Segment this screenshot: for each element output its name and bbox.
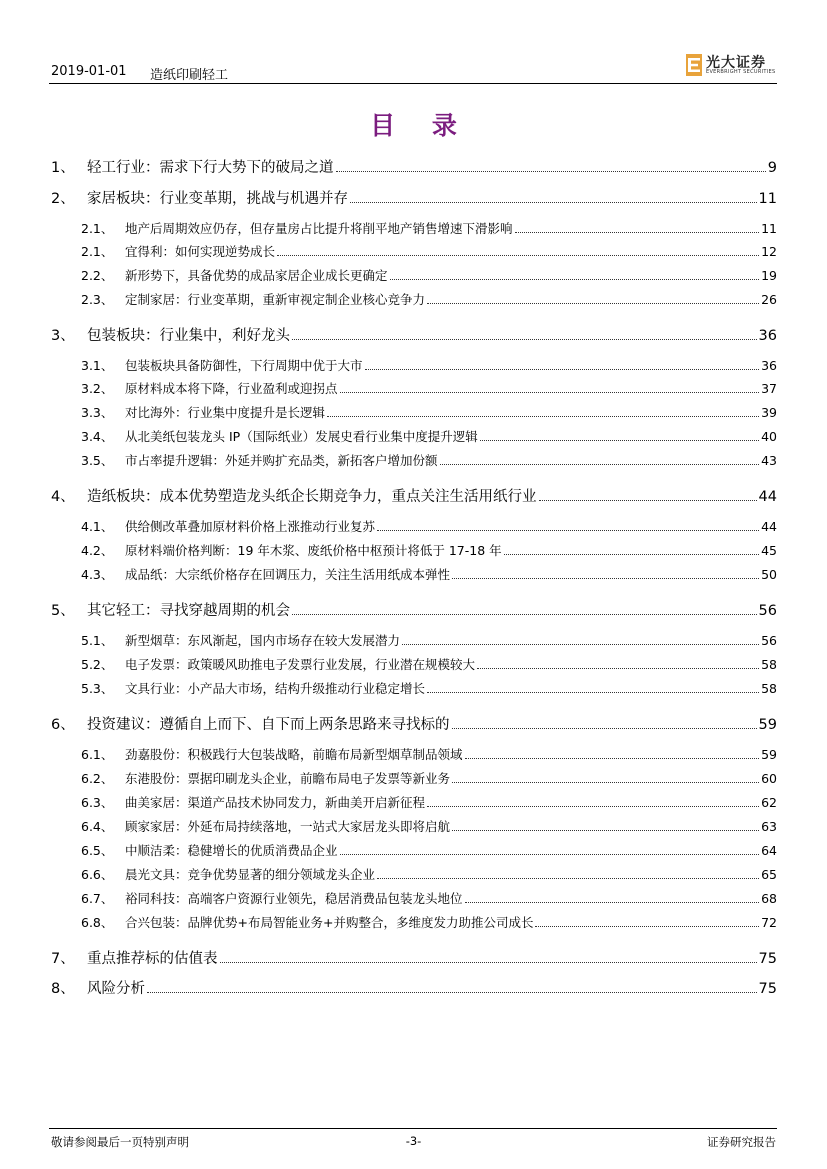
toc-entry-title: 中顺洁柔：稳健增长的优质消费品企业 (125, 843, 338, 858)
toc-dot-leader (277, 255, 759, 256)
toc-subsection-entry[interactable] (51, 539, 777, 559)
toc-entry-title: 风险分析 (87, 981, 145, 997)
header-industry: 造纸印刷轻工 (150, 68, 229, 83)
toc-dot-leader (427, 303, 759, 304)
toc-entry-page: 58 (761, 681, 777, 696)
toc-entry-page: 72 (761, 915, 777, 930)
toc-entry-page: 58 (761, 657, 777, 672)
toc-entry-page: 65 (761, 867, 777, 882)
toc-entry-title: 曲美家居：渠道产品技术协同发力，新曲美开启新征程 (125, 795, 426, 810)
toc-subsection-entry[interactable] (51, 887, 777, 907)
header-date: 2019-01-01 (51, 64, 127, 79)
toc-entry-number: 7、 (51, 951, 75, 967)
toc-dot-leader (452, 782, 759, 783)
toc-dot-leader (535, 926, 759, 927)
toc-dot-leader (336, 171, 766, 172)
toc-subsection-entry[interactable] (51, 401, 777, 421)
toc-entry-number: 6.2、 (81, 771, 114, 786)
logo-english-name: EVERBRIGHT SECURITIES (706, 69, 776, 75)
toc-entry-title: 包装板块：行业集中，利好龙头 (87, 328, 290, 344)
toc-section-entry[interactable] (51, 977, 777, 997)
toc-dot-leader (340, 854, 760, 855)
toc-section-entry[interactable] (51, 324, 777, 344)
toc-entry-page: 56 (761, 633, 777, 648)
toc-entry-page: 26 (761, 292, 777, 307)
toc-entry-title: 家居板块：行业变革期，挑战与机遇并存 (87, 191, 348, 207)
toc-dot-leader (350, 202, 757, 203)
toc-entry-title: 裕同科技：高端客户资源行业领先，稳居消费品包装龙头地位 (125, 891, 463, 906)
toc-entry-title: 从北美纸包装龙头 IP（国际纸业）发展史看行业集中度提升逻辑 (125, 429, 478, 444)
toc-entry-page: 75 (758, 951, 777, 967)
toc-entry-number: 6.7、 (81, 891, 114, 906)
toc-entry-number: 2.1、 (81, 244, 114, 259)
toc-subsection-entry[interactable] (51, 791, 777, 811)
toc-entry-title: 轻工行业：需求下行大势下的破局之道 (87, 160, 334, 176)
toc-subsection-entry[interactable] (51, 767, 777, 787)
toc-dot-leader (465, 758, 760, 759)
toc-entry-page: 40 (761, 429, 777, 444)
toc-dot-leader (377, 530, 759, 531)
toc-subsection-entry[interactable] (51, 288, 777, 308)
toc-entry-number: 6.1、 (81, 747, 114, 762)
toc-dot-leader (452, 728, 757, 729)
toc-entry-page: 60 (761, 771, 777, 786)
toc-entry-page: 44 (758, 489, 777, 505)
toc-subsection-entry[interactable] (51, 911, 777, 931)
toc-entry-title: 重点推荐标的估值表 (87, 951, 218, 967)
toc-entry-page: 75 (758, 981, 777, 997)
toc-entry-page: 11 (761, 221, 777, 236)
toc-entry-title: 地产后周期效应仍存，但存量房占比提升将削平地产销售增速下滑影响 (125, 221, 513, 236)
toc-entry-page: 37 (761, 381, 777, 396)
toc-entry-page: 64 (761, 843, 777, 858)
toc-dot-leader (220, 962, 757, 963)
toc-subsection-entry[interactable] (51, 377, 777, 397)
toc-section-entry[interactable] (51, 947, 777, 967)
footer-divider (49, 1128, 777, 1129)
header-divider (49, 83, 777, 84)
toc-entry-number: 8、 (51, 981, 75, 997)
toc-entry-page: 44 (761, 519, 777, 534)
toc-entry-number: 6.8、 (81, 915, 114, 930)
toc-entry-title: 包装板块具备防御性，下行周期中优于大市 (125, 358, 363, 373)
toc-subsection-entry[interactable] (51, 515, 777, 535)
toc-entry-page: 68 (761, 891, 777, 906)
toc-entry-title: 供给侧改革叠加原材料价格上涨推动行业复苏 (125, 519, 376, 534)
toc-dot-leader (147, 992, 757, 993)
toc-entry-title: 市占率提升逻辑：外延并购扩充品类，新拓客户增加份额 (125, 453, 438, 468)
toc-entry-page: 63 (761, 819, 777, 834)
toc-entry-page: 12 (761, 244, 777, 259)
toc-dot-leader (427, 806, 759, 807)
toc-subsection-entry[interactable] (51, 240, 777, 260)
toc-section-entry[interactable] (51, 187, 777, 207)
toc-entry-title: 造纸板块：成本优势塑造龙头纸企长期竞争力，重点关注生活用纸行业 (87, 489, 537, 505)
toc-entry-title: 原材料成本将下降，行业盈利或迎拐点 (125, 381, 338, 396)
toc-subsection-entry[interactable] (51, 743, 777, 763)
toc-entry-title: 新型烟草：东风渐起，国内市场存在较大发展潜力 (125, 633, 401, 648)
toc-entry-title: 宜得利：如何实现逆势成长 (125, 244, 276, 259)
toc-subsection-entry[interactable] (51, 815, 777, 835)
company-logo (686, 52, 778, 78)
toc-entry-title: 对比海外：行业集中度提升是长逻辑 (125, 405, 326, 420)
toc-entry-page: 19 (761, 268, 777, 283)
toc-subsection-entry[interactable] (51, 563, 777, 583)
toc-entry-title: 合兴包装：品牌优势+布局智能业务+并购整合，多维度发力助推公司成长 (125, 915, 534, 930)
toc-dot-leader (465, 902, 760, 903)
toc-subsection-entry[interactable] (51, 217, 777, 237)
toc-subsection-entry[interactable] (51, 264, 777, 284)
toc-title: 目 录 (370, 111, 471, 140)
toc-entry-page: 11 (758, 191, 777, 207)
toc-section-entry[interactable] (51, 156, 777, 176)
toc-entry-title: 定制家居：行业变革期，重新审视定制企业核心竞争力 (125, 292, 426, 307)
toc-dot-leader (452, 578, 759, 579)
toc-dot-leader (539, 500, 757, 501)
toc-entry-page: 36 (761, 358, 777, 373)
toc-entry-page: 59 (761, 747, 777, 762)
toc-subsection-entry[interactable] (51, 839, 777, 859)
toc-entry-page: 56 (758, 603, 777, 619)
toc-dot-leader (390, 279, 760, 280)
toc-entry-page: 59 (758, 717, 777, 733)
toc-entry-title: 投资建议：遵循自上而下、自下而上两条思路来寻找标的 (87, 717, 450, 733)
toc-dot-leader (340, 392, 760, 393)
toc-dot-leader (504, 554, 759, 555)
toc-entry-title: 文具行业：小产品大市场，结构升级推动行业稳定增长 (125, 681, 426, 696)
toc-entry-title: 新形势下，具备优势的成品家居企业成长更确定 (125, 268, 388, 283)
toc-entry-number: 3.5、 (81, 453, 114, 468)
toc-entry-title: 顾家家居：外延布局持续落地，一站式大家居龙头即将启航 (125, 819, 451, 834)
footer-report-type: 证券研究报告 (707, 1135, 776, 1149)
toc-entry-number: 6、 (51, 717, 75, 733)
toc-entry-title: 电子发票：政策暖风助推电子发票行业发展，行业潜在规模较大 (125, 657, 476, 672)
toc-dot-leader (515, 232, 760, 233)
toc-entry-number: 6.5、 (81, 843, 114, 858)
toc-entry-page: 62 (761, 795, 777, 810)
toc-entry-number: 3.2、 (81, 381, 114, 396)
toc-entry-page: 36 (758, 328, 777, 344)
toc-section-entry[interactable] (51, 713, 777, 733)
logo-chinese-name: 光大证券 (706, 55, 766, 71)
toc-entry-number: 2.3、 (81, 292, 114, 307)
toc-entry-title: 原材料端价格判断：19 年木浆、废纸价格中枢预计将低于 17-18 年 (125, 543, 502, 558)
toc-entry-number: 6.3、 (81, 795, 114, 810)
toc-dot-leader (477, 668, 759, 669)
toc-entry-number: 2、 (51, 191, 75, 207)
everbright-logo-icon (686, 54, 702, 76)
toc-subsection-entry[interactable] (51, 449, 777, 469)
toc-dot-leader (292, 339, 757, 340)
toc-dot-leader (402, 644, 759, 645)
toc-entry-number: 4.2、 (81, 543, 114, 558)
toc-entry-number: 1、 (51, 160, 75, 176)
toc-entry-page: 39 (761, 405, 777, 420)
toc-entry-page: 50 (761, 567, 777, 582)
toc-entry-number: 5.3、 (81, 681, 114, 696)
toc-entry-number: 5.1、 (81, 633, 114, 648)
toc-entry-number: 4.1、 (81, 519, 114, 534)
toc-section-entry[interactable] (51, 485, 777, 505)
page-number: -3- (405, 1134, 422, 1148)
toc-entry-title: 其它轻工：寻找穿越周期的机会 (87, 603, 290, 619)
toc-subsection-entry[interactable] (51, 425, 777, 445)
toc-entry-title: 成品纸：大宗纸价格存在回调压力，关注生活用纸成本弹性 (125, 567, 451, 582)
toc-subsection-entry[interactable] (51, 677, 777, 697)
toc-subsection-entry[interactable] (51, 653, 777, 673)
toc-section-entry[interactable] (51, 599, 777, 619)
toc-dot-leader (440, 464, 760, 465)
toc-entry-number: 3.4、 (81, 429, 114, 444)
toc-entry-number: 4、 (51, 489, 75, 505)
toc-dot-leader (292, 614, 757, 615)
toc-entry-number: 2.1、 (81, 221, 114, 236)
toc-entry-title: 劲嘉股份：积极践行大包装战略，前瞻布局新型烟草制品领域 (125, 747, 463, 762)
toc-dot-leader (452, 830, 759, 831)
toc-entry-number: 3、 (51, 328, 75, 344)
toc-dot-leader (365, 369, 760, 370)
toc-dot-leader (480, 440, 759, 441)
toc-entry-number: 4.3、 (81, 567, 114, 582)
toc-entry-number: 2.2、 (81, 268, 114, 283)
toc-subsection-entry[interactable] (51, 629, 777, 649)
toc-entry-title: 晨光文具：竞争优势显著的细分领域龙头企业 (125, 867, 376, 882)
toc-entry-page: 45 (761, 543, 777, 558)
toc-subsection-entry[interactable] (51, 863, 777, 883)
toc-dot-leader (427, 692, 759, 693)
toc-entry-number: 3.1、 (81, 358, 114, 373)
toc-subsection-entry[interactable] (51, 354, 777, 374)
toc-entry-number: 5、 (51, 603, 75, 619)
footer-disclaimer-note: 敬请参阅最后一页特别声明 (51, 1135, 189, 1149)
toc-entry-number: 5.2、 (81, 657, 114, 672)
toc-dot-leader (327, 416, 759, 417)
toc-dot-leader (377, 878, 759, 879)
toc-entry-number: 6.6、 (81, 867, 114, 882)
toc-entry-number: 3.3、 (81, 405, 114, 420)
toc-entry-number: 6.4、 (81, 819, 114, 834)
toc-entry-title: 东港股份：票据印刷龙头企业，前瞻布局电子发票等新业务 (125, 771, 451, 786)
toc-entry-page: 43 (761, 453, 777, 468)
toc-entry-page: 9 (767, 160, 777, 176)
